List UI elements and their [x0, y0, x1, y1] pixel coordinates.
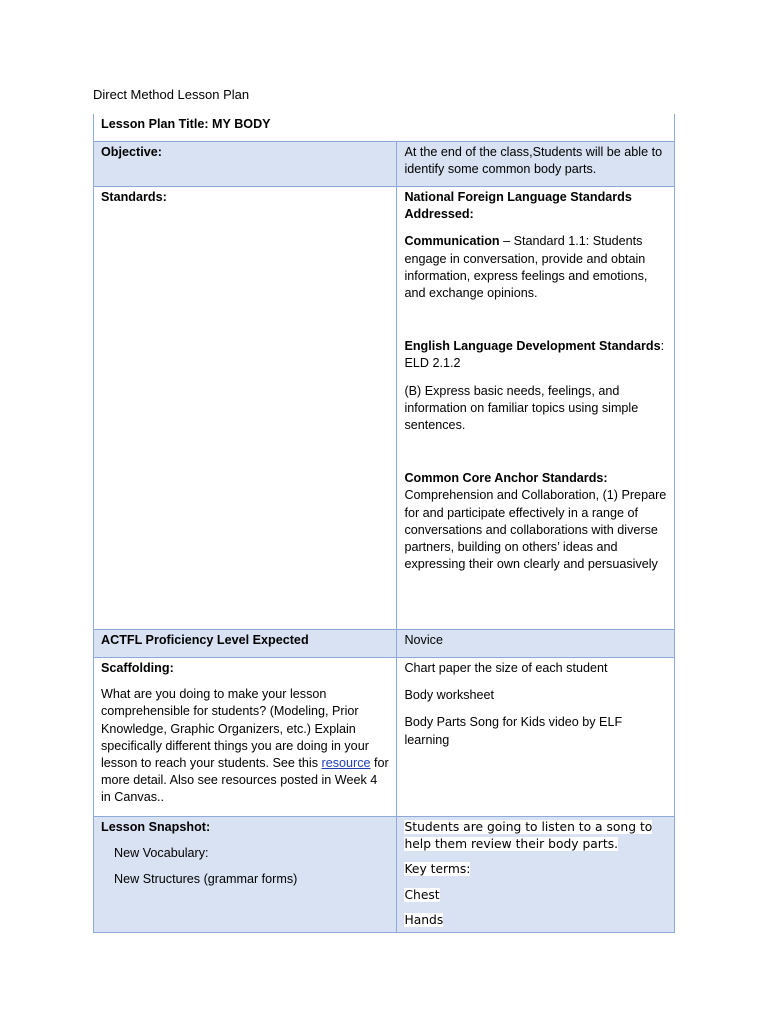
scaffolding-description	[101, 686, 390, 806]
snapshot-row	[94, 817, 675, 933]
communication-label: Communication	[404, 234, 500, 249]
new-structures-label: New Structures (grammar forms)	[114, 872, 298, 887]
document-heading: Direct Method Lesson Plan	[93, 87, 250, 102]
key-terms-label	[404, 861, 668, 878]
eld-colon: :	[660, 339, 665, 354]
objective-text: At the end of the class,Students will be able to identify some common body parts.	[397, 142, 675, 187]
objective-label: Objective:	[94, 142, 397, 187]
key-terms-label-text: Key terms:	[404, 862, 471, 877]
standards-content	[397, 187, 675, 630]
key-term-text: Chest	[404, 887, 440, 902]
common-core-standards	[404, 470, 668, 573]
nfl-standards-heading: National Foreign Language Standards Addressed:	[404, 190, 632, 222]
scaffolding-materials	[397, 658, 675, 817]
scaffolding-label: Scaffolding:	[101, 661, 174, 675]
eld-heading: English Language Development Standards	[404, 339, 661, 354]
title-row	[94, 114, 675, 142]
snapshot-description	[404, 819, 668, 853]
standards-label: Standards:	[94, 187, 397, 630]
actfl-row	[94, 630, 675, 658]
scaffolding-text: What are you doing to make your lesson comprehensible for students? (Modeling, Prior Knowledge, Graphic Organizers, etc.) Explain specifically different things you are doing in your lesson to reach your students. See this	[101, 687, 369, 771]
key-term-item	[404, 887, 668, 904]
snapshot-label: Lesson Snapshot:	[101, 820, 211, 834]
scaffolding-row	[94, 658, 675, 817]
snapshot-cell	[94, 817, 397, 933]
cc-heading: Common Core Anchor Standards:	[404, 471, 608, 486]
lesson-plan-title: Lesson Plan Title: MY BODY	[94, 114, 675, 142]
cc-text: Comprehension and Collaboration, (1) Prepare for and participate effectively in a range of conversations and collaborations with diverse partners, building on others’ ideas and expressing their own clearly and persuasively	[404, 488, 667, 572]
eld-code: ELD 2.1.2	[404, 356, 461, 371]
new-vocabulary-label: New Vocabulary:	[114, 846, 209, 861]
material-item: Body worksheet	[404, 688, 495, 703]
eld-text: (B) Express basic needs, feelings, and information on familiar topics using simple sentences.	[404, 383, 639, 433]
lesson-plan-table	[93, 114, 675, 933]
snapshot-description-text: Students are going to listen to a song to help them review their body parts.	[404, 820, 653, 852]
snapshot-content	[397, 817, 675, 933]
material-item: Chart paper the size of each student	[404, 661, 608, 675]
resource-link[interactable]: resource	[321, 756, 371, 771]
standards-row	[94, 187, 675, 630]
objective-row	[94, 142, 675, 187]
communication-text: – Standard 1.1: Students engage in conversation, provide and obtain information, express feelings and emotions, and exchange opinions.	[404, 234, 648, 301]
key-term-item	[404, 912, 668, 929]
actfl-label: ACTFL Proficiency Level Expected	[94, 630, 397, 658]
communication-standard	[404, 233, 668, 302]
scaffolding-text-after: for more detail. Also see resources posted in Week 4 in Canvas..	[101, 756, 389, 805]
material-item: Body Parts Song for Kids video by ELF learning	[404, 715, 623, 747]
key-term-text: Hands	[404, 912, 444, 927]
eld-standards	[404, 338, 668, 372]
scaffolding-cell	[94, 658, 397, 817]
actfl-value: Novice	[397, 630, 675, 658]
